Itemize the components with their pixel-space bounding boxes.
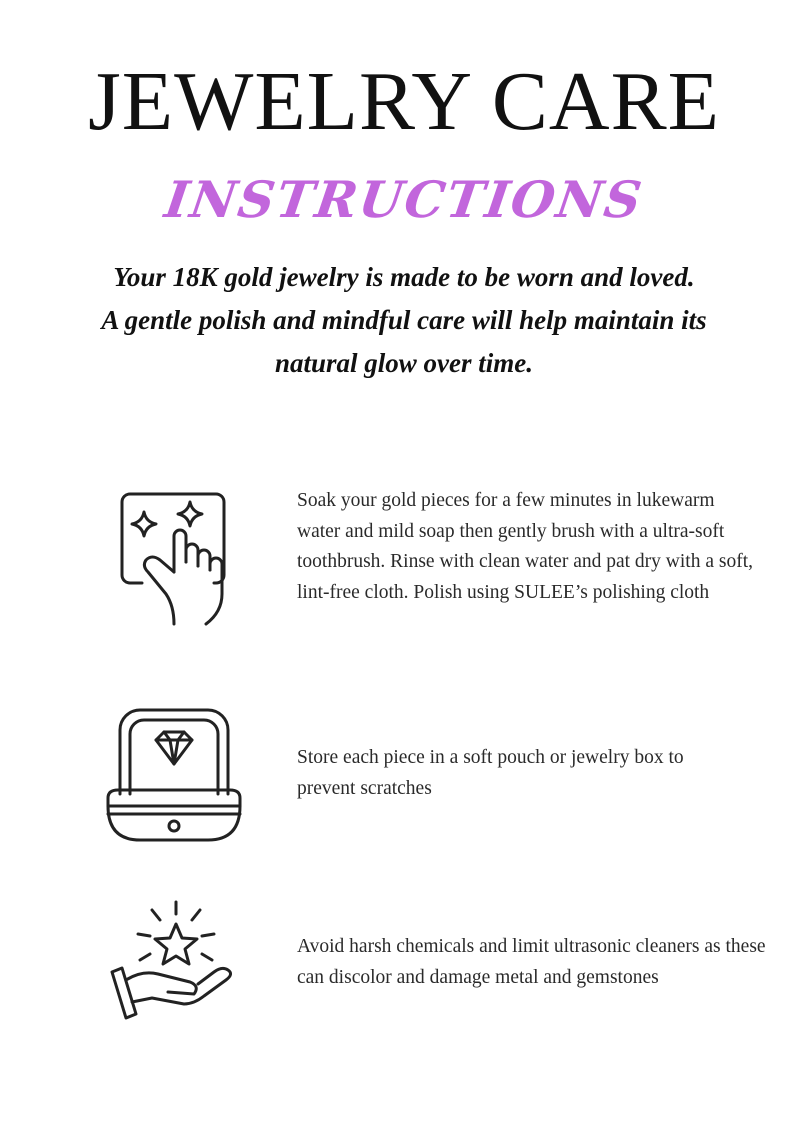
care-text-cleaning: Soak your gold pieces for a few minutes in lukewarm water and mild soap then gently brush with a ultra-soft toothbrush. Rinse with clean water and pat dry with a soft, lint-free cloth. Polish using SULEE’s polishing cloth — [297, 490, 753, 603]
care-text-avoid: Avoid harsh chemicals and limit ultrasonic cleaners as these can discolor and damage metal and gemstones — [297, 936, 766, 988]
page-subtitle: INSTRUCTIONS — [161, 170, 647, 229]
cleaning-hand-icon — [112, 486, 232, 626]
intro-line-1: Your 18K gold jewelry is made to be worn and loved. — [113, 262, 695, 292]
hand-star-icon — [108, 898, 238, 1022]
intro-line-3: natural glow over time. — [274, 348, 534, 378]
intro-line-2: A gentle polish and mindful care will help maintain its — [101, 305, 707, 335]
jewelry-box-icon — [104, 706, 244, 846]
intro-paragraph — [60, 256, 748, 385]
page-title: JEWELRY CARE — [88, 55, 720, 148]
care-text-storage: Store each piece in a soft pouch or jewelry box to prevent scratches — [297, 747, 684, 799]
